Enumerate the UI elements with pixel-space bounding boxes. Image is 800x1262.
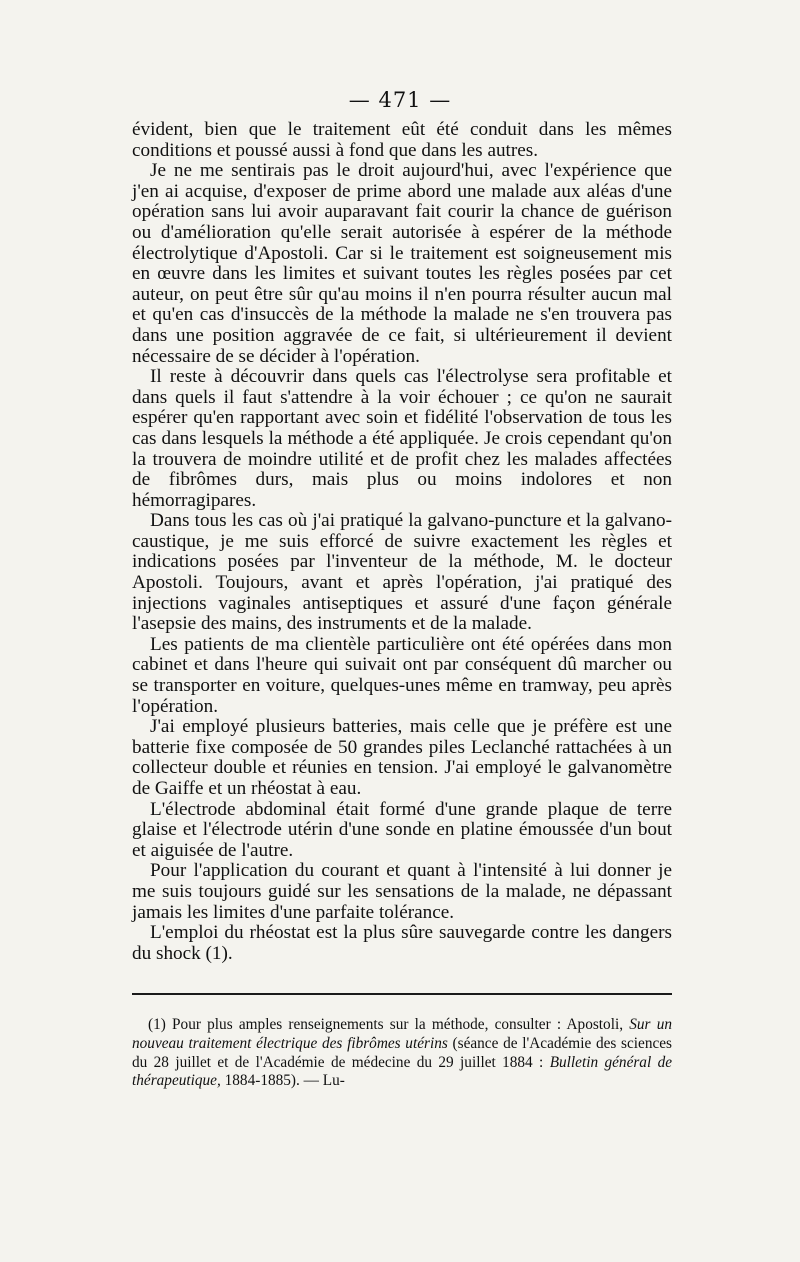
footnote-text	[132, 1016, 672, 1091]
footnote-tail: 1884-1885). — Lu-	[224, 1072, 345, 1090]
footnote-divider	[132, 993, 672, 995]
paragraph: Les patients de ma clientèle particulière ont été opérées dans mon cabinet et dans l'heure qui suivait ont par conséquent dû marcher ou se transporter en voiture, quelques-unes même en tramway, peu après l'opération.	[132, 633, 672, 717]
paragraph: L'électrode abdominal était formé d'une grande plaque de terre glaise et l'électrode utérin d'une sonde en platine émoussée d'un bout et aiguisée de l'autre.	[132, 798, 672, 861]
paragraph: Pour l'application du courant et quant à l'intensité à lui donner je me suis toujours guidé sur les sensations de la malade, ne dépassant jamais les limites d'une parfaite tolérance.	[132, 860, 672, 923]
footnote	[132, 1016, 672, 1091]
paragraph: L'emploi du rhéostat est la plus sûre sauvegarde contre les dangers du shock (1).	[132, 922, 672, 964]
paragraph: évident, bien que le traitement eût été conduit dans les mêmes conditions et poussé aussi à fond que dans les autres.	[132, 119, 672, 161]
footnote-lead: (1) Pour plus amples renseignements sur la méthode, consulter : Apostoli,	[148, 1016, 624, 1033]
footnote-title: Sur un nouveau traitement électrique des fibrômes utérins	[132, 1016, 673, 1052]
footnote-middle: (séance de l'Académie des sciences du 28 juillet et de l'Académie de médecine du 29 juillet 1884 :	[132, 1034, 673, 1071]
paragraph: Je ne me sentirais pas le droit aujourd'hui, avec l'expérience que j'en ai acquise, d'exposer de prime abord une malade aux aléas d'une opération sans lui avoir auparavant fait courir la chance de guérison ou d'amélioration qu'elle serait autorisée à espérer de la méthode électrolytique d'Apostoli. Car si le traitement est soigneusement mis en œuvre dans les limites et suivant toutes les règles posées par cet auteur, on peut être sûr qu'au moins il n'en pourra résulter aucun mal et qu'en cas d'insuccès de la méthode la malade ne s'en trouvera pas dans une position aggravée de ce fait, si ultérieurement il devient nécessaire de se décider à l'opération.	[132, 160, 672, 367]
paragraph: Il reste à découvrir dans quels cas l'électrolyse sera profitable et dans quels il faut s'attendre à la voir échouer ; ce qu'on ne saurait espérer qu'en rapportant avec soin et fidélité l'observation de tous les cas dans lesquels la méthode a été appliquée. Je crois cependant qu'on la trouvera de moindre utilité et de profit chez les malades affectées de fibrômes durs, mais plus ou moins indolores et non hémorragipares.	[132, 366, 672, 511]
page-number: — 471 —	[348, 88, 452, 112]
paragraph: J'ai employé plusieurs batteries, mais celle que je préfère est une batterie fixe composée de 50 grandes piles Leclanché rattachées à un collecteur double et réunies en tension. J'ai employé le galvanomètre de Gaiffe et un rhéostat à eau.	[132, 716, 672, 799]
footnote-journal: Bulletin général de thérapeutique,	[132, 1053, 673, 1090]
paragraph: Dans tous les cas où j'ai pratiqué la galvano-puncture et la galvano-caustique, je me suis efforcé de suivre exactement les règles et indications posées par l'inventeur de la méthode, M. le docteur Apostoli. Toujours, avant et après l'opération, j'ai pratiqué des injections vaginales antiseptiques et assuré d'une façon générale l'asepsie des mains, des instruments et de la malade.	[132, 510, 672, 635]
main-text	[132, 120, 672, 964]
